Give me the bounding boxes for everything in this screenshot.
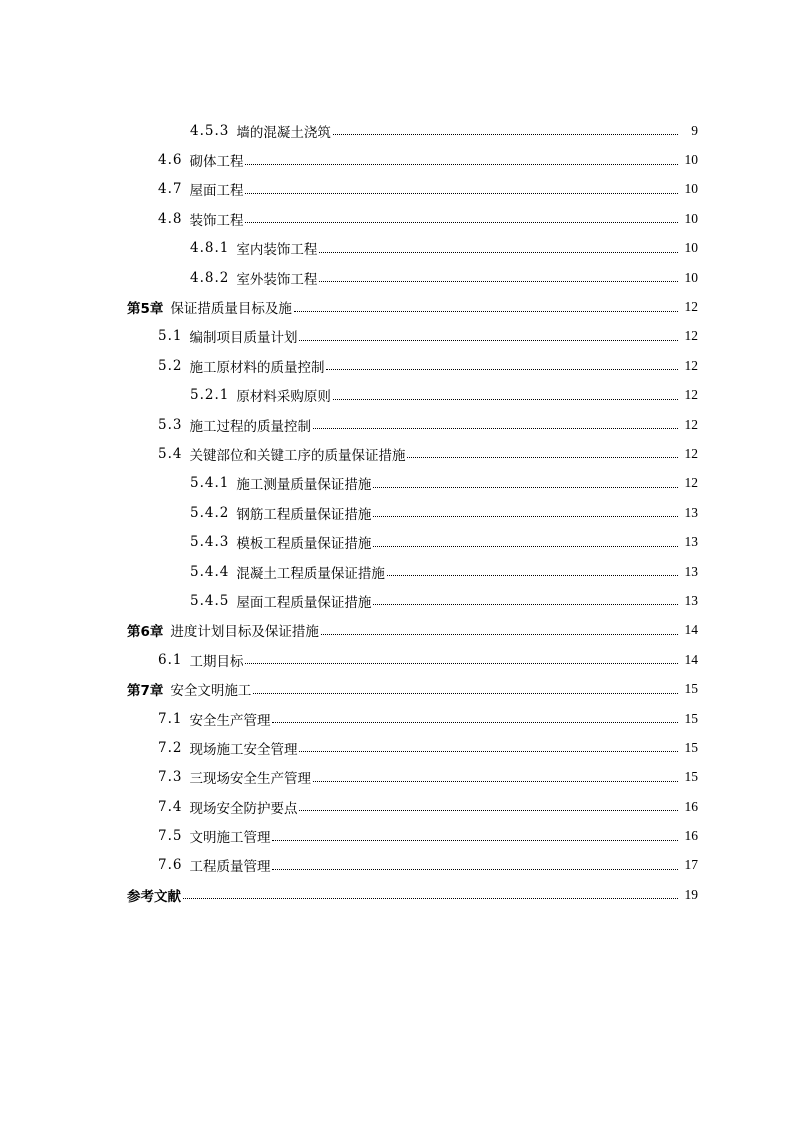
- toc-entry-title: 工程质量管理: [189, 859, 271, 876]
- toc-entry[interactable]: [0, 322, 793, 351]
- toc-entry-title: 墙的混凝土浇筑: [236, 124, 331, 141]
- toc-entry-number: 7.6: [158, 857, 183, 874]
- toc-entry[interactable]: [0, 557, 793, 586]
- toc-entry-title: 施工原材料的质量控制: [189, 359, 325, 376]
- toc-entry-page-number: 12: [684, 416, 698, 432]
- dot-leader: [294, 311, 678, 312]
- toc-entry-page-number: 10: [684, 152, 698, 168]
- toc-entry[interactable]: [0, 116, 793, 145]
- toc-entry-title: 模板工程质量保证措施: [236, 536, 372, 553]
- toc-entry-number: 4.6: [158, 152, 183, 169]
- toc-entry-title: 文明施工管理: [189, 830, 271, 847]
- toc-entry-number: 4.8.1: [190, 240, 230, 257]
- toc-entry-number: 5.1: [158, 328, 183, 345]
- toc-entry-title: 砌体工程: [189, 154, 244, 171]
- dot-leader: [407, 457, 678, 458]
- toc-entry-page-number: 15: [684, 769, 698, 785]
- dot-leader: [245, 164, 678, 165]
- toc-entry[interactable]: [0, 704, 793, 733]
- toc-entry-title: 三现场安全生产管理: [189, 771, 311, 788]
- toc-entry-number: 5.4.2: [190, 504, 230, 521]
- dot-leader: [245, 663, 678, 664]
- toc-entry-page-number: 12: [684, 328, 698, 344]
- toc-entry-number: 7.4: [158, 798, 183, 815]
- toc-entry-number: 第6章: [127, 624, 164, 641]
- toc-entry-number: 5.4: [158, 445, 183, 462]
- toc-entry-title: 进度计划目标及保证措施: [170, 624, 319, 641]
- dot-leader: [253, 693, 678, 694]
- toc-entry-number: 5.2.1: [190, 387, 230, 404]
- toc-entry-title: 参考文献: [127, 888, 181, 905]
- toc-entry-title: 室外装饰工程: [236, 271, 318, 288]
- toc-entry-number: 7.3: [158, 769, 183, 786]
- toc-entry-page-number: 10: [684, 181, 698, 197]
- toc-entry-number: 5.4.3: [190, 534, 230, 551]
- toc-entry-number: 7.1: [158, 710, 183, 727]
- toc-entry-page-number: 15: [684, 739, 698, 755]
- dot-leader: [299, 810, 678, 811]
- toc-entry-page-number: 12: [684, 445, 698, 461]
- toc-entry[interactable]: [0, 204, 793, 233]
- toc-entry-number: 5.4.5: [190, 592, 230, 609]
- toc-entry-page-number: 17: [684, 857, 698, 873]
- toc-entry[interactable]: [0, 527, 793, 556]
- toc-entry[interactable]: [0, 234, 793, 263]
- toc-entry-page-number: 19: [684, 886, 698, 902]
- toc-entry[interactable]: [0, 616, 793, 645]
- dot-leader: [299, 751, 678, 752]
- toc-entry-page-number: 14: [684, 651, 698, 667]
- toc-entry-title: 原材料采购原则: [236, 389, 331, 406]
- toc-entry-title: 钢筋工程质量保证措施: [236, 506, 372, 523]
- toc-entry-number: 5.3: [158, 416, 183, 433]
- toc-entry-page-number: 10: [684, 240, 698, 256]
- dot-leader: [319, 252, 678, 253]
- toc-entry[interactable]: [0, 733, 793, 762]
- dot-leader: [333, 134, 678, 135]
- toc-entry[interactable]: [0, 645, 793, 674]
- toc-entry-number: 5.2: [158, 357, 183, 374]
- toc-entry-number: 4.8: [158, 210, 183, 227]
- dot-leader: [245, 193, 678, 194]
- toc-entry[interactable]: [0, 851, 793, 880]
- toc-entry[interactable]: [0, 381, 793, 410]
- dot-leader: [326, 369, 678, 370]
- toc-entry[interactable]: [0, 792, 793, 821]
- toc-entry-title: 现场施工安全管理: [189, 741, 298, 758]
- dot-leader: [183, 898, 678, 899]
- toc-entry-number: 6.1: [158, 651, 183, 668]
- toc-entry-page-number: 13: [684, 592, 698, 608]
- toc-entry[interactable]: [0, 821, 793, 850]
- toc-entry[interactable]: [0, 439, 793, 468]
- toc-entry-page-number: 12: [684, 357, 698, 373]
- toc-entry-title: 安全文明施工: [170, 683, 252, 700]
- toc-entry-number: 第7章: [127, 683, 164, 700]
- toc-entry[interactable]: [0, 674, 793, 703]
- toc-entry-page-number: 13: [684, 534, 698, 550]
- dot-leader: [245, 222, 678, 223]
- dot-leader: [333, 399, 678, 400]
- toc-entry[interactable]: [0, 145, 793, 174]
- dot-leader: [272, 869, 678, 870]
- toc-entry-title: 关键部位和关键工序的质量保证措施: [189, 447, 406, 464]
- toc-entry[interactable]: [0, 763, 793, 792]
- dot-leader: [272, 722, 678, 723]
- toc-entry[interactable]: [0, 263, 793, 292]
- toc-entry-title: 装饰工程: [189, 212, 244, 229]
- toc-entry-page-number: 14: [684, 622, 698, 638]
- table-of-contents: [0, 116, 793, 910]
- dot-leader: [272, 840, 678, 841]
- dot-leader: [373, 604, 678, 605]
- toc-entry-title: 屋面工程质量保证措施: [236, 594, 372, 611]
- dot-leader: [313, 428, 678, 429]
- toc-entry-page-number: 10: [684, 269, 698, 285]
- toc-entry-title: 屋面工程: [189, 183, 244, 200]
- toc-entry[interactable]: [0, 292, 793, 321]
- toc-entry[interactable]: [0, 880, 793, 909]
- toc-entry-title: 混凝土工程质量保证措施: [236, 565, 385, 582]
- dot-leader: [299, 340, 678, 341]
- toc-entry-page-number: 12: [684, 387, 698, 403]
- toc-entry-number: 5.4.4: [190, 563, 230, 580]
- toc-entry-number: 4.5.3: [190, 122, 230, 139]
- dot-leader: [313, 781, 678, 782]
- toc-entry-page-number: 9: [691, 122, 698, 138]
- toc-entry-title: 工期目标: [189, 653, 244, 670]
- toc-entry-number: 4.7: [158, 181, 183, 198]
- dot-leader: [373, 546, 678, 547]
- dot-leader: [321, 634, 678, 635]
- toc-entry[interactable]: [0, 498, 793, 527]
- toc-entry[interactable]: [0, 410, 793, 439]
- toc-entry-title: 施工测量质量保证措施: [236, 477, 372, 494]
- toc-entry-page-number: 13: [684, 563, 698, 579]
- dot-leader: [373, 516, 678, 517]
- toc-entry-title: 编制项目质量计划: [189, 330, 298, 347]
- toc-entry-number: 7.2: [158, 739, 183, 756]
- toc-entry-page-number: 16: [684, 828, 698, 844]
- toc-entry-page-number: 13: [684, 504, 698, 520]
- toc-entry[interactable]: [0, 351, 793, 380]
- toc-entry-page-number: 10: [684, 210, 698, 226]
- toc-entry-page-number: 15: [684, 681, 698, 697]
- dot-leader: [373, 487, 678, 488]
- toc-entry-title: 施工过程的质量控制: [189, 418, 311, 435]
- toc-entry-title: 现场安全防护要点: [189, 800, 298, 817]
- toc-entry-number: 4.8.2: [190, 269, 230, 286]
- toc-entry-page-number: 16: [684, 798, 698, 814]
- toc-entry-title: 安全生产管理: [189, 712, 271, 729]
- toc-entry-number: 第5章: [127, 301, 164, 318]
- toc-entry[interactable]: [0, 469, 793, 498]
- dot-leader: [387, 575, 678, 576]
- toc-entry-title: 室内装饰工程: [236, 242, 318, 259]
- toc-entry-page-number: 12: [684, 475, 698, 491]
- toc-entry-page-number: 15: [684, 710, 698, 726]
- dot-leader: [319, 281, 678, 282]
- toc-entry-title: 保证措质量目标及施: [170, 301, 292, 318]
- toc-entry[interactable]: [0, 586, 793, 615]
- toc-entry[interactable]: [0, 175, 793, 204]
- toc-entry-page-number: 12: [684, 299, 698, 315]
- toc-entry-number: 5.4.1: [190, 475, 230, 492]
- toc-entry-number: 7.5: [158, 828, 183, 845]
